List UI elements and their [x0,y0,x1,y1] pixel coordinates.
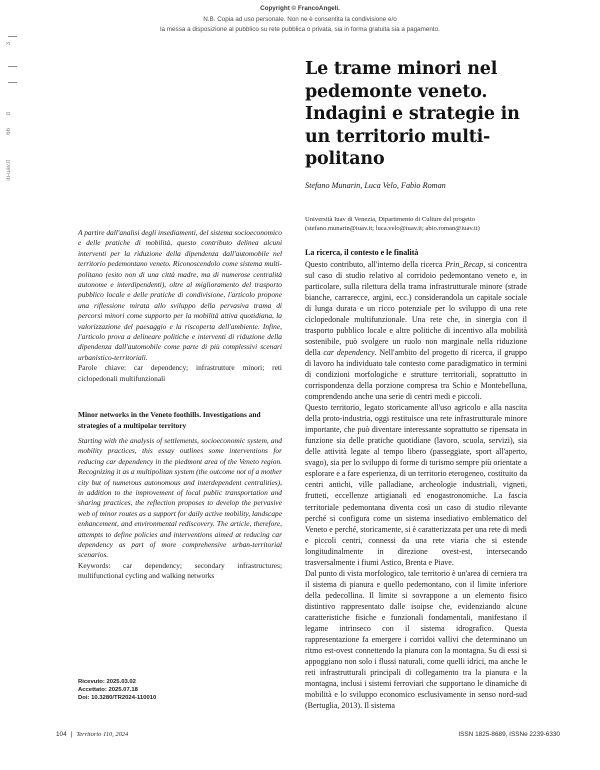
body-paragraph-3: Dal punto di vista morfologico, tale territorio è un'area di cerniera tra il sistema di pianura e quello pedemontano, con il limite inferiore della pedecollina. Il limite si sovrappone a un elemento fisico distintivo rappresentato dalle isoipse che, evidenziando alcune caratteristiche fisiche e funzionali fondamentali, manifestano il legame intrinseco con il sistema idrografico. Questa rappresentazione fa emergere i corridoi vallivi che determinano un ritmo est-ovest connettendo la pianura con la montagna. Su di essi si appoggiano non solo i flussi naturali, come quelli idrici, ma anche le reti infrastrutturali principali di collegamento tra la pianura e la montagna, inclusi i sistemi ferroviari che supportano le dinamiche di mobilità e lo sviluppo economico esclusivamente in senso nord-sud (Bertuglia, 2013). Il sistema [305,568,527,711]
italian-abstract: A partire dall'analisi degli insediamenti, del sistema socioeconomico e delle pratiche di mobilità, questo contributo delinea alcuni interventi per la riduzione della dipendenza dall'automobile nel territorio pedemontano veneto. Riconoscendolo come sistema multi-politano (esito non di una città madre, ma di numerose centralità autonome e interdipendenti), oltre al miglioramento del trasporto pubblico locale e delle pratiche di condivisione, l'articolo propone una riflessione mirata allo sviluppo della pervasiva trama di percorsi minori come supporto per la mobilità attiva quotidiana, la valorizzazione del paesaggio e la riscoperta dell'ambiente. Infine, l'articolo prova a delineare politiche e interventi di riduzione della dipendenza dall'automobile come parte di più complessivi scenari urbanistico-territoriali. [78,228,282,362]
doi: Doi: 10.3280/TR2024-110010 [78,695,157,702]
scan-mark-4: in-uav.it [6,160,12,181]
para1-emphasis-prin-recap: Prin_Recap [445,259,484,269]
received-date: Ricevuto: 2025.03.02 [78,679,136,685]
issn: ISSN 1825-8689, ISSNe 2239-6330 [458,731,560,738]
copyright-line-3: la messa a disposizione al pubblico su rete pubblica o privata, sia in forma gratuita sia a pagamento. [160,26,440,33]
english-abstract-title: Minor networks in the Veneto foothills. Investigations and strategies of a multipolar territory [78,410,261,430]
italian-keywords: Parole chiave: car dependency; infrastrutture minori; reti ciclopedonali multifunzionali [78,363,282,383]
para1-part-b: , si concentra sul caso di studio relativo al corridoio pedemontano veneto e, in particolare, sulla rilettura della trama infrastrutturale minore (strade bianche, carrarecce, argini, ecc.) considerandola un capitale sociale di lunga durata e un ricco potenziale per lo sviluppo di una rete ciclopedonale multifunzionale. Una rete che, in sinergia con il trasporto pubblico locale e altre politiche di incentivo alla mobilità sostenibile, può svolgere un ruolo non marginale nella riduzione della [305,259,527,357]
scan-mark-1: 3 [6,42,12,46]
affiliation [305,215,527,233]
scan-mark-2: d [6,112,12,116]
affiliation-emails: (stefano.munarin@iuav.it; luca.velo@iuav.it; abio.roman@iuav.it) [305,224,480,232]
accepted-date: Accettato: 2025.07.18 [78,687,138,694]
english-abstract: Starting with the analysis of settlements, socioeconomic system, and mobility practices, this essay outlines some interventions for reducing car dependency in the piedmont area of the Veneto region. Recognizing it as a multipolitan system (the outcome not of a mother city but of numerous autonomous and interdependent centralities), in addition to the improvement of local public transportation and sharing practices, the reflection proposes to develop the pervasive web of minor routes as a support for daily active mobility, landscape enhancement, and environmental rediscovery. The article, therefore, attempts to define policies and interventions aimed at reducing car dependency as part of more comprehensive urban-territorial scenarios. [78,435,282,560]
english-abstract-block [78,410,282,582]
para1-part-a: Questo contributo, all'interno della ricerca [305,259,446,269]
copyright-line-1: Copyright © FrancoAngeli. [260,5,340,12]
body-paragraph-2: Questo territorio, legato storicamente all'uso agricolo e alla nascita della proto-industria, oggi restituisce una rete infrastrutturale minore importante, che può diventare interessante soprattutto se ripensata in funzione sia delle pratiche quotidiane (lavoro, scuola, servizi), sia delle attività legate al tempo libero (passeggiate, sport all'aperto, svago), sia per lo sviluppo di forme di turismo sempre più orientate a esplorare e a fare esperienza, di un territorio eterogeneo, costituito da centri antichi, ville palladiane, archeologie industriali, vigneti, frutteti, eccellenze artigianali ed enogastronomiche. La fascia territoriale pedemontana diventa così un caso di studio rilevante perché si configura come un sistema insediativo emblematico del Veneto e perché, storicamente, si è caratterizzata per una rete di medi e piccoli centri, connessi da una rete viaria che si estende longitudinalmente in direzione ovest-est, intersecando trasversalmente i fiumi Astico, Brenta e Piave. [305,403,527,567]
authors: Stefano Munarin, Luca Velo, Fabio Roman [305,180,446,190]
para1-emphasis-car-dependency: car dependency [323,347,375,357]
page-footer [56,731,560,745]
english-keywords: Keywords: car dependency; secondary infrastructures; multifunctional cycling and walking networks [78,560,282,581]
body-paragraph-1 [305,259,527,403]
main-column [305,58,527,711]
page-title: Le trame minori nel pedemonte veneto. Indagini e strategie in un territorio multi-politano [305,59,520,169]
submission-dates [78,678,278,703]
journal-name: Territorio [76,731,102,738]
footer-left [56,731,128,738]
abstract-column [78,228,282,582]
journal-issue: 110, 2024 [103,731,129,738]
page-number: 104 [56,731,67,738]
affiliation-institution: Università Iuav di Venezia, Dipartimento di Culture del progetto [305,215,475,223]
scan-mark-3: 66 [6,128,12,135]
section-heading: La ricerca, il contesto e le finalità [305,247,419,257]
footer-separator: | [70,731,73,738]
copyright-line-2: N.B. Copia ad uso personale. Non ne è consentita la condivisione e/o [203,15,397,23]
para1-part-c: . Nell'ambito del progetto di ricerca, il gruppo di lavoro ha individuato tale contesto come paradigmatico in termini di condizioni morfologiche e strutture territoriali, soprattutto in corrispondenza della porzione compresa tra Schio e Montebelluna, comprendendo anche una serie di centri medi e piccoli. [305,347,528,402]
